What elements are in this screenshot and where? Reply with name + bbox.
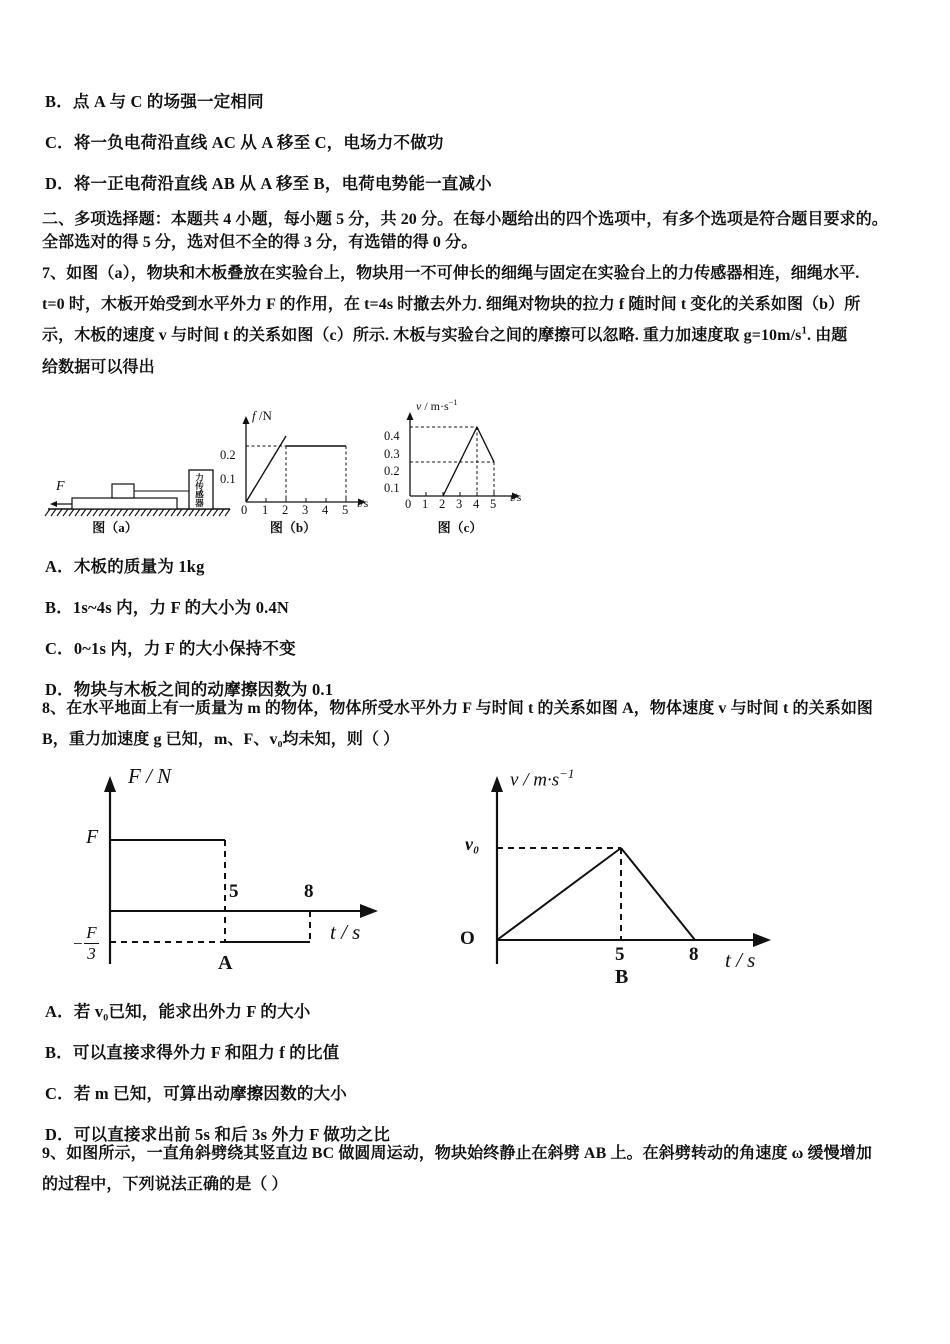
- list-item: [45, 598, 289, 618]
- option-letter: B．: [45, 92, 73, 111]
- figure-c-xlabel: t/s: [510, 490, 522, 504]
- figure-c-xtick-3: 3: [456, 497, 463, 511]
- figure-a-caption: 图（a）: [92, 520, 138, 535]
- force-sensor-label: 力传感器: [193, 473, 204, 507]
- question7-stem-line2: t=0 时，木板开始受到水平外力 F 的作用，在 t=4s 时撤去外力. 细绳对物块的拉力 f 随时间 t 变化的关系如图（b）所: [42, 296, 861, 314]
- figure-A-ytick-F: F: [86, 826, 99, 848]
- section-header-line1: 二、多项选择题：本题共 4 小题，每小题 5 分，共 20 分。在每小题给出的四个选项中，有多个选项是符合题目要求的。: [42, 211, 888, 228]
- list-item: [45, 133, 444, 153]
- figure-A-xtick-5: 5: [229, 881, 239, 902]
- figure-B-ylabel: $v / m\cdot s^{-1}$: [510, 766, 575, 791]
- list-item: [45, 174, 492, 194]
- question9-stem: [42, 1138, 932, 1200]
- figure-b-ytick-0.1: 0.1: [220, 472, 236, 486]
- option-text: 物块与木板之间的动摩擦因数为 0.1: [73, 680, 334, 699]
- section-header: [42, 208, 922, 254]
- figure-B-xlabel: t / s: [725, 948, 756, 972]
- list-item: [45, 639, 296, 659]
- option-text: 可以直接求出前 5s 和后 3s 外力 F 做功之比: [73, 1125, 391, 1144]
- option-text: 0~1s 内，力 F 的大小保持不变: [73, 639, 296, 658]
- figure-A-xtick-8: 8: [304, 881, 314, 902]
- question9-stem-line1: 9、如图所示，一直角斜劈绕其竖直边 BC 做圆周运动，物块始终静止在斜劈 AB 上。在斜劈转动的角速度 ω 缓慢增加: [42, 1145, 872, 1162]
- figure-A-name: A: [218, 952, 233, 974]
- figure-b-ylabel: f /N: [252, 408, 272, 423]
- list-item: [45, 557, 205, 577]
- option-letter: C．: [45, 1084, 74, 1103]
- figure-b-xtick-5: 5: [342, 503, 349, 517]
- figure-B-xtick-8: 8: [689, 944, 699, 965]
- figure-A-ytick-negF3: [73, 923, 99, 963]
- force-F-label: F: [56, 479, 65, 494]
- figure-A-xlabel: t / s: [330, 920, 361, 944]
- figure-c-xtick-2: 2: [439, 497, 446, 511]
- question7-stem: [42, 258, 932, 383]
- figure-B-chart: [455, 766, 795, 988]
- option-letter: B．: [45, 598, 73, 617]
- option-text: 可以直接求得外力 F 和阻力 f 的比值: [72, 1043, 340, 1062]
- question7-stem-line3: 示，木板的速度 v 与时间 t 的关系如图（c）所示. 木板与实验台之间的摩擦可以忽略. 重力加速度取 $g=10m/s^1$. 由题: [42, 325, 848, 345]
- figure-b-ytick-0.2: 0.2: [220, 448, 236, 462]
- section-header-line2: 全部选对的得 5 分，选对但不全的得 3 分，有选错的得 0 分。: [42, 234, 478, 252]
- list-item: [45, 1043, 339, 1063]
- list-item: [45, 1084, 347, 1104]
- option-text: 若 v₀已知，能求出外力 F 的大小: [73, 1002, 311, 1021]
- figure-A-chart: [62, 764, 392, 974]
- option-text: 木板的质量为 1kg: [73, 557, 205, 576]
- minus-sign: −: [73, 934, 83, 953]
- figure-B-ytick-v0: v₀: [465, 834, 480, 854]
- figure-b-xtick-3: 3: [302, 503, 309, 517]
- figure-b-caption: 图（b）: [269, 520, 317, 535]
- option-text: 点 A 与 C 的场强一定相同: [72, 92, 264, 111]
- question9-stem-line2: 的过程中，下列说法正确的是（ ）: [42, 1176, 288, 1194]
- fraction-denominator: 3: [87, 943, 96, 963]
- option-letter: B．: [45, 1043, 73, 1062]
- figure-b-xtick-1: 1: [262, 503, 269, 517]
- figure-B-name: B: [615, 966, 629, 988]
- option-letter: D．: [45, 680, 74, 699]
- list-item: [45, 92, 264, 112]
- figure-b-origin: 0: [241, 503, 248, 517]
- option-letter: D．: [45, 174, 74, 193]
- option-letter: A．: [45, 557, 74, 576]
- question7-stem-line4: 给数据可以得出: [42, 358, 155, 376]
- figure-A-ylabel: F / N: [128, 764, 172, 788]
- figure-c-origin: 0: [405, 497, 412, 511]
- figure-c-ytick-0.1: 0.1: [384, 481, 400, 495]
- figure-B-origin: O: [460, 928, 475, 949]
- question8-stem: [42, 693, 932, 755]
- figure-B-xtick-5: 5: [615, 944, 625, 965]
- figure-c-chart: [384, 396, 538, 511]
- option-text: 若 m 已知，可算出动摩擦因数的大小: [73, 1084, 347, 1103]
- option-letter: C．: [45, 639, 74, 658]
- question8-stem-line2: B，重力加速度 g 已知，m、F、v₀均未知，则（ ）: [42, 731, 400, 749]
- figure-c-ylabel: $v / m\cdot s^{-1}$: [416, 398, 458, 413]
- figure-c-ytick-0.3: 0.3: [384, 447, 400, 461]
- figure-b-xlabel: t/s: [357, 496, 369, 510]
- list-item: [45, 1002, 310, 1022]
- option-letter: A．: [45, 1002, 74, 1021]
- figure-c-caption: 图（c）: [437, 520, 483, 535]
- figure-c-xtick-1: 1: [422, 497, 429, 511]
- question8-stem-line1: 8、在水平地面上有一质量为 m 的物体，物体所受水平外力 F 与时间 t 的关系如图 A，物体速度 v 与时间 t 的关系如图: [42, 700, 874, 717]
- figure-c-xtick-5: 5: [490, 497, 497, 511]
- figure-c-xtick-4: 4: [473, 497, 480, 511]
- option-text: 将一负电荷沿直线 AC 从 A 移至 C，电场力不做功: [73, 133, 444, 152]
- figure-c-ytick-0.4: 0.4: [384, 429, 400, 443]
- figure-b-chart: [220, 408, 378, 517]
- figure-c-ytick-0.2: 0.2: [384, 464, 400, 478]
- fraction-numerator: F: [86, 923, 97, 942]
- option-letter: C．: [45, 133, 74, 152]
- option-letter: D．: [45, 1125, 74, 1144]
- figure-b-xtick-4: 4: [322, 503, 329, 517]
- option-text: 将一正电荷沿直线 AB 从 A 移至 B，电荷电势能一直减小: [73, 174, 492, 193]
- option-text: 1s~4s 内，力 F 的大小为 0.4N: [72, 598, 290, 617]
- question7-stem-line1: 7、如图（a），物块和木板叠放在实验台上，物块用一不可伸长的细绳与固定在实验台上的力传感器相连，细绳水平.: [42, 265, 860, 282]
- figure-a-diagram: [44, 455, 234, 525]
- figure-b-xtick-2: 2: [282, 503, 289, 517]
